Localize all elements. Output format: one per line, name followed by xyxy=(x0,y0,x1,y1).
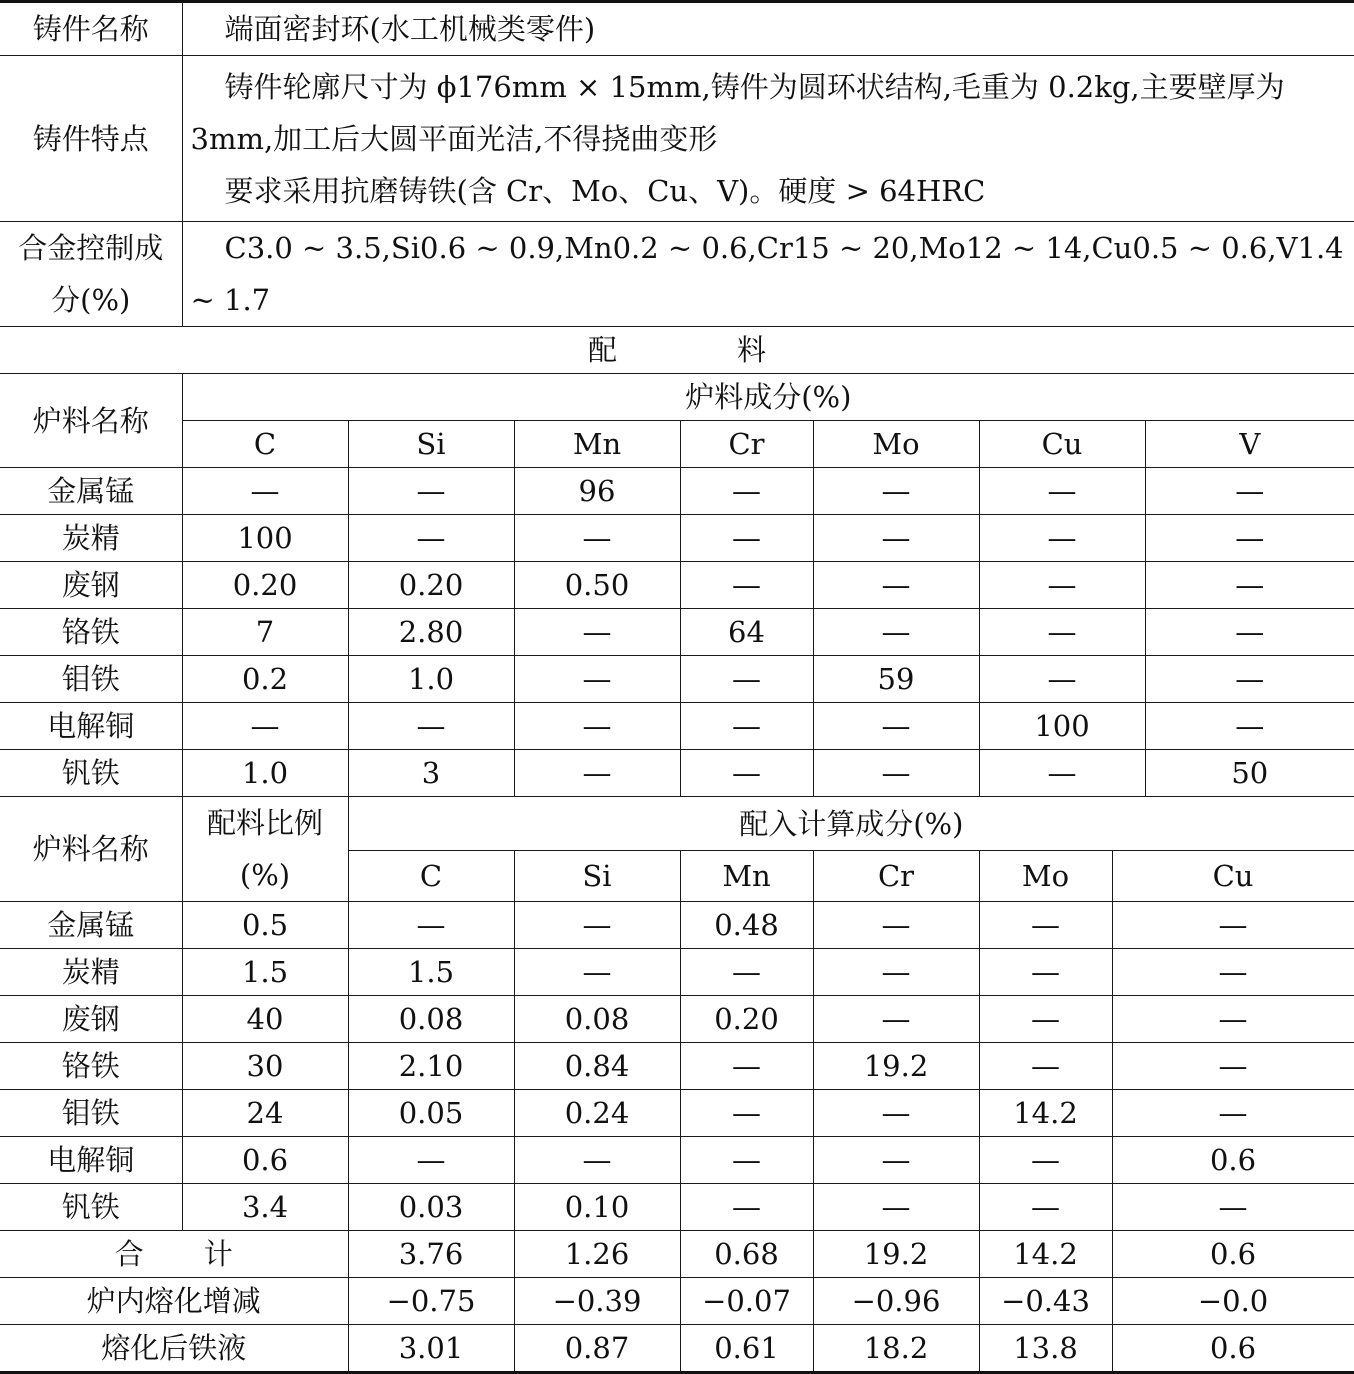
charge-col-cu: Cu xyxy=(979,421,1145,468)
calc-comp-header: 配入计算成分(%) xyxy=(348,797,1354,851)
molten-iron-row: 熔化后铁液 3.01 0.87 0.61 18.2 13.8 0.6 xyxy=(0,1325,1354,1373)
casting-feature-label: 铸件特点 xyxy=(0,56,182,222)
charge-row: 炭精 100 — — — — — — xyxy=(0,515,1354,562)
calc-row: 钼铁 24 0.05 0.24 — — 14.2 — xyxy=(0,1090,1354,1137)
calc-row: 金属锰 0.5 — — 0.48 — — — xyxy=(0,902,1354,949)
calc-ratio-header: 配料比例(%) xyxy=(182,797,348,902)
alloy-label: 合金控制成分(%) xyxy=(0,222,182,327)
charge-comp-header: 炉料成分(%) xyxy=(182,374,1354,421)
calc-col-cu: Cu xyxy=(1112,851,1354,902)
calc-row: 电解铜 0.6 — — — — — 0.6 xyxy=(0,1137,1354,1184)
melt-loss-label: 炉内熔化增减 xyxy=(0,1278,348,1325)
feature-line-1: 铸件轮廓尺寸为 ϕ176mm × 15mm,铸件为圆环状结构,毛重为 0.2kg,主要壁厚为 3mm,加工后大圆平面光洁,不得挠曲变形 xyxy=(190,69,1285,156)
calc-row: 炭精 1.5 1.5 — — — — — xyxy=(0,949,1354,996)
calc-row: 铬铁 30 2.10 0.84 — 19.2 — — xyxy=(0,1043,1354,1090)
charge-row: 电解铜 — — — — — 100 — xyxy=(0,703,1354,750)
casting-name-label: 铸件名称 xyxy=(0,2,182,56)
molten-iron-label: 熔化后铁液 xyxy=(0,1325,348,1373)
total-label: 合计 xyxy=(0,1231,348,1278)
melt-loss-row: 炉内熔化增减 −0.75 −0.39 −0.07 −0.96 −0.43 −0.0 xyxy=(0,1278,1354,1325)
section-title: 配料 xyxy=(0,327,1354,374)
charge-col-mn: Mn xyxy=(514,421,680,468)
charge-col-v: V xyxy=(1145,421,1354,468)
charge-row: 钒铁 1.0 3 — — — — 50 xyxy=(0,750,1354,797)
calc-row: 钒铁 3.4 0.03 0.10 — — — — xyxy=(0,1184,1354,1231)
calc-name-header: 炉料名称 xyxy=(0,797,182,902)
feature-line-2: 要求采用抗磨铸铁(含 Cr、Mo、Cu、V)。硬度 > 64HRC xyxy=(224,173,986,208)
charge-col-cr: Cr xyxy=(680,421,813,468)
charge-row: 废钢 0.20 0.20 0.50 — — — — xyxy=(0,562,1354,609)
charge-col-si: Si xyxy=(348,421,514,468)
calc-col-mo: Mo xyxy=(979,851,1112,902)
total-row: 合计 3.76 1.26 0.68 19.2 14.2 0.6 xyxy=(0,1231,1354,1278)
alloy-value: C3.0 ~ 3.5,Si0.6 ~ 0.9,Mn0.2 ~ 0.6,Cr15 ~ 20,Mo12 ~ 14,Cu0.5 ~ 0.6,V1.4 ~ 1.7 xyxy=(182,222,1354,327)
calc-col-c: C xyxy=(348,851,514,902)
charge-col-mo: Mo xyxy=(813,421,979,468)
calc-col-mn: Mn xyxy=(680,851,813,902)
charge-column-headers xyxy=(0,421,1354,468)
casting-feature-value xyxy=(182,56,1354,222)
calc-col-si: Si xyxy=(514,851,680,902)
charge-row: 铬铁 7 2.80 — 64 — — — xyxy=(0,609,1354,656)
charge-row: 钼铁 0.2 1.0 — — 59 — — xyxy=(0,656,1354,703)
casting-name-value: 端面密封环(水工机械类零件) xyxy=(182,2,1354,56)
calc-row: 废钢 40 0.08 0.08 0.20 — — — xyxy=(0,996,1354,1043)
charge-col-c: C xyxy=(182,421,348,468)
charge-name-header: 炉料名称 xyxy=(0,374,182,468)
charge-row: 金属锰 — — 96 — — — — xyxy=(0,468,1354,515)
calc-col-cr: Cr xyxy=(813,851,979,902)
